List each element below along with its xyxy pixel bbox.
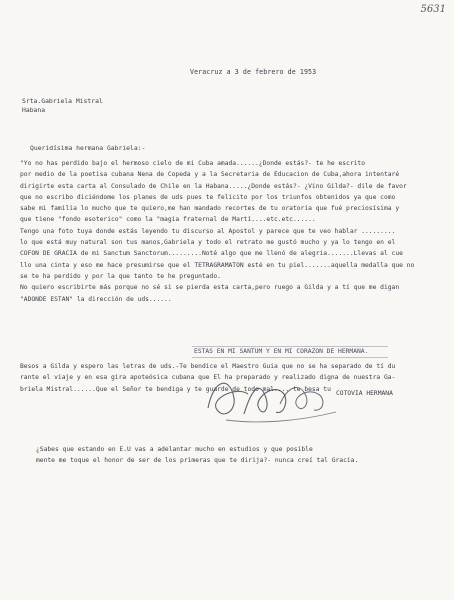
body-line: "ADONDE ESTAN" la dirección de uds...... [20,295,172,303]
body-line: No quiero escribirte más porque no sé si se pierda esta carta,pero ruego a Gilda y a tí que me digan [20,284,400,292]
stamp-text: ESTAS EN MI SANTUM Y EN MI CORAZON DE HERMANA. [194,348,369,355]
signature-name: COTOVIA HERMANA [336,390,393,397]
postscript-line: mente me toque el honor de ser de los primeras que te dirija?- nunca creí tal Gracia. [36,457,359,465]
postscript [36,444,450,467]
body-line: que no escribo diciéndome los planes de uds pues te felicito por los triunfos obtenidos ya que como [20,193,396,201]
body-line: COFON DE GRACIA de mi Sanctum Sanctorum.........Noté algo que me llenó de alegria.......Llevas al cue [20,250,403,258]
body-line: lo que está muy natural son tus manos,Gabriela y todo el retrato me gustó mucho y ya lo tengo en el [20,239,396,247]
body-line: sabe mi familia lo mucho que te quiero,me han mandado recortes de tu oratoria que fué preciosísima y [20,205,400,213]
recipient-block [22,97,103,115]
recipient-city: Habana [22,106,46,114]
body-line: dirigirte esta carta al Consulado de Chile en la Habana.....¿Donde estás?- ¿Vino Gilda?- dile de favor [20,182,407,190]
letter-body [20,158,450,305]
salutation: Queridísima hermana Gabriela:- [30,144,146,152]
recipient-name: Srta.Gabriela Mistral [22,97,103,105]
archive-number: 5631 [420,4,446,15]
body-line: Tengo una foto tuya donde estás leyendo tu discurso al Apostol y parece que te veo hablar ......... [20,227,396,235]
date-line: Veracruz a 3 de febrero de 1953 [190,68,317,76]
closing-line: rante el viaje y en esa gira apoteósica cubana que El ha preparado y realizado digna de nuestra Ga- [20,374,396,382]
closing-line: Besos a Gilda y espero las letras de uds.-Te bendice el Maestro Guia que no se ha separado de tí du [20,363,396,370]
body-line: por medio de la poetisa cubana Nena de Copeda y a la Secretaria de Educacion de Cuba,ahora intentaré [20,171,400,179]
body-line: llo una cinta y eso me hace presumirse que el TETRAGRAMATON esté en tu piel.......aquella medalla que no [20,261,415,269]
body-line: se te ha perdido y por la que tanto te he preguntado. [20,272,221,280]
body-line: que tiene "fondo esoterico" como la "magia fraternal de Martí....etc.etc...... [20,216,316,224]
postscript-line: ¿Sabes que estando en E.U vas a adelantar mucho en estudios y que posible [36,446,313,453]
closing-line: briela Mistral......Que el Señor te bendiga y te guarde de todo mal.... te besa tu [20,385,331,393]
handwritten-signature [196,368,356,428]
body-line: "Yo no has perdido bajo el hermoso cielo de mi Cuba amada......¿Donde estás?- te he escrito [20,160,365,167]
